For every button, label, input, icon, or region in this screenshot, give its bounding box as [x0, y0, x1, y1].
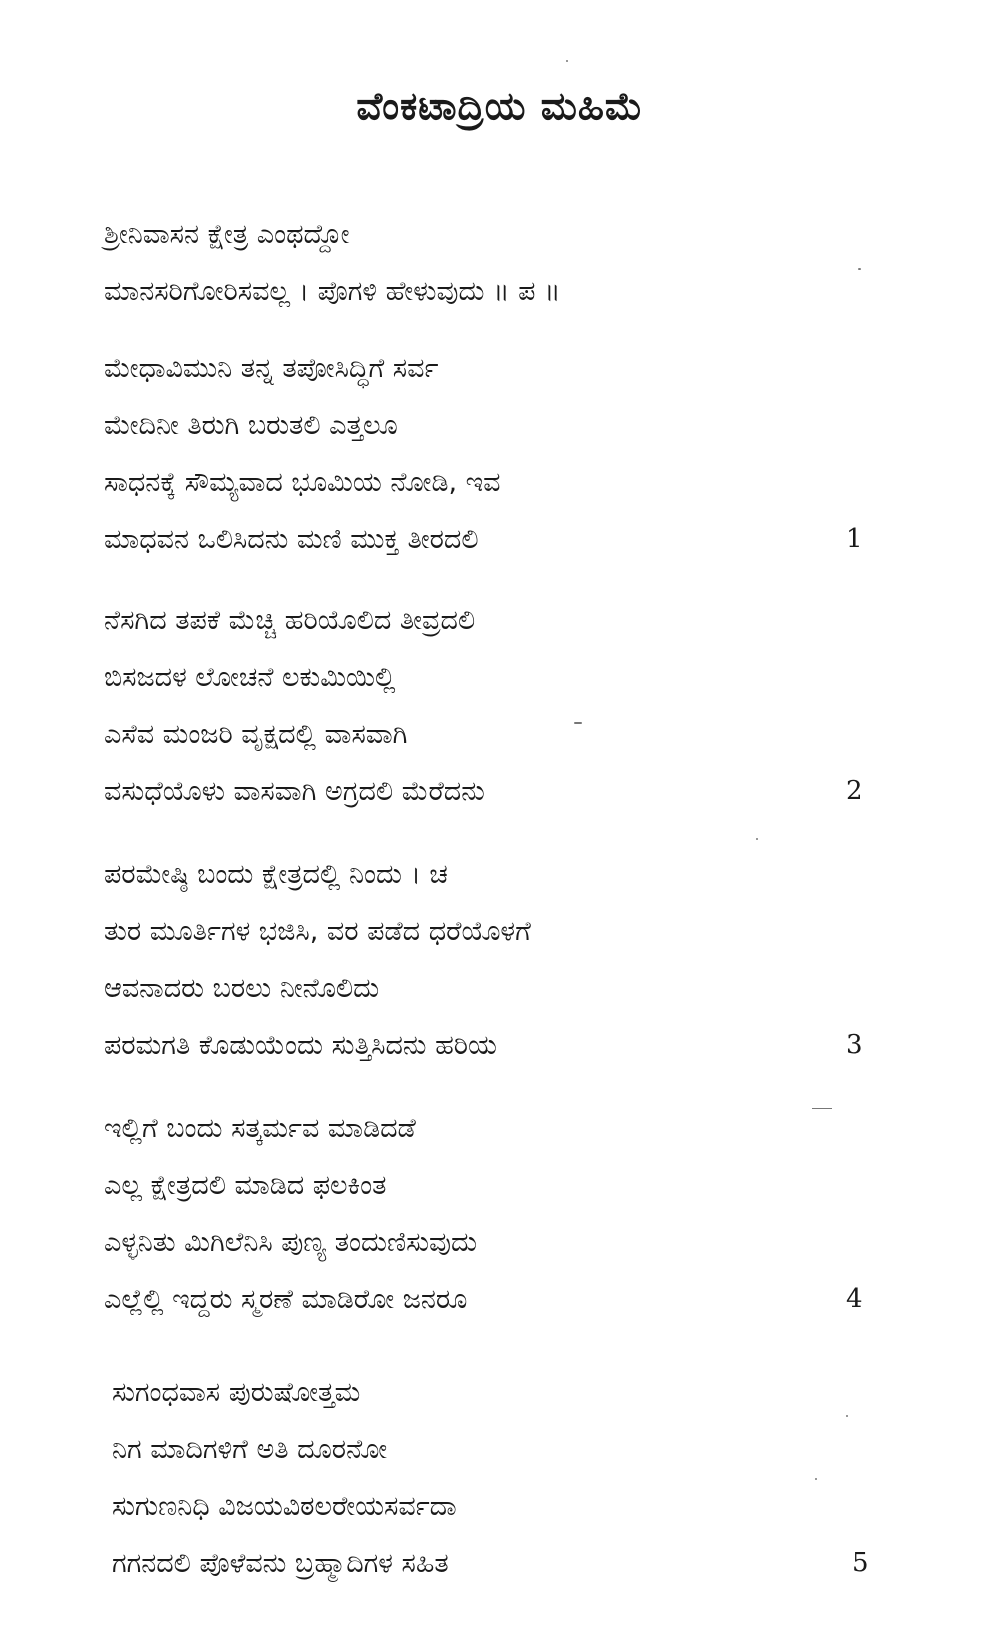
- stanza-line: ಮೇದಿನೀ ತಿರುಗಿ ಬರುತಲಿ ಎತ್ತಲೂ: [104, 410, 398, 441]
- page-title: ವೆಂಕಟಾದ್ರಿಯ ಮಹಿಮೆ: [356, 84, 644, 128]
- stanza-line: ಬಿಸಜದಳ ಲೋಚನೆ ಲಕುಮಿಯಿಲ್ಲಿ: [104, 662, 396, 693]
- pallavi-line: ಶ್ರೀನಿವಾಸನ ಕ್ಷೇತ್ರ ಎಂಥದ್ದೋ: [104, 219, 350, 250]
- stanza-line: ಮಾಧವನ ಒಲಿಸಿದನು ಮಣಿ ಮುಕ್ತ ತೀರದಲಿ: [104, 524, 479, 555]
- pallavi: [104, 206, 904, 320]
- scan-speck: [858, 268, 861, 270]
- stanza-line: ಮೇಧಾವಿಮುನಿ ತನ್ನ ತಪೋಸಿದ್ಧಿಗೆ ಸರ್ವ: [104, 353, 439, 384]
- stanza-line: ನಿಗ ಮಾದಿಗಳಿಗೆ ಅತಿ ದೂರನೋ: [112, 1434, 388, 1465]
- stanza-number: 5: [852, 1548, 869, 1578]
- scan-speck: [574, 722, 582, 724]
- stanza-line: ನೆಸಗಿದ ತಪಕೆ ಮೆಚ್ಚಿ ಹರಿಯೊಲಿದ ತೀವ್ರದಲಿ: [104, 605, 476, 636]
- scan-speck: [566, 60, 568, 62]
- stanza-number: 1: [846, 524, 863, 554]
- stanza-line: ಸುಗುಣನಿಧಿ ವಿಜಯವಿಠಲರೇಯಸರ್ವದಾ: [112, 1491, 457, 1522]
- stanza-line: ಗಗನದಲಿ ಪೊಳೆವನು ಬ್ರಹ್ಮಾದಿಗಳ ಸಹಿತ: [112, 1548, 449, 1579]
- stanza-2: [104, 592, 904, 820]
- scan-speck: [812, 1108, 832, 1109]
- stanza-line: ಸಾಧನಕ್ಕೆ ಸೌಮ್ಯವಾದ ಭೂಮಿಯ ನೋಡಿ, ಇವ: [104, 467, 501, 498]
- stanza-line: ಪರಮೇಷ್ಠಿ ಬಂದು ಕ್ಷೇತ್ರದಲ್ಲಿ ನಿಂದು । ಚ: [104, 859, 448, 890]
- scan-speck: [846, 1415, 848, 1417]
- stanza-line: ಇಲ್ಲಿಗೆ ಬಂದು ಸತ್ಕರ್ಮವ ಮಾಡಿದಡೆ: [104, 1113, 416, 1144]
- stanza-line: ಎಸೆವ ಮಂಜರಿ ವೃಕ್ಷದಲ್ಲಿ ವಾಸವಾಗಿ: [104, 719, 408, 750]
- stanza-line: ಎಲ್ಲೆಲ್ಲಿ ಇದ್ದರು ಸ್ಮರಣೆ ಮಾಡಿರೋ ಜನರೂ: [104, 1284, 468, 1315]
- pallavi-line: ಮಾನಸರಿಗೋರಿಸವಲ್ಲ । ಪೊಗಳಿ ಹೇಳುವುದು ॥ ಪ ॥: [104, 276, 561, 307]
- stanza-number: 4: [846, 1284, 863, 1314]
- stanza-line: ಎಳ್ಳನಿತು ಮಿಗಿಲೆನಿಸಿ ಪುಣ್ಯ ತಂದುಣಿಸುವುದು: [104, 1227, 478, 1258]
- scan-speck: [756, 838, 758, 840]
- scan-speck: [815, 1478, 817, 1480]
- stanza-line: ವಸುಧೆಯೊಳು ವಾಸವಾಗಿ ಅಗ್ರದಲಿ ಮೆರೆದನು: [104, 776, 485, 807]
- stanza-line: ಸುಗಂಧವಾಸ ಪುರುಷೋತ್ತಮ: [112, 1377, 361, 1408]
- stanza-line: ಆವನಾದರು ಬರಲು ನೀನೊಲಿದು: [104, 973, 380, 1004]
- stanza-line: ತುರ ಮೂರ್ತಿಗಳ ಭಜಿಸಿ, ವರ ಪಡೆದ ಧರೆಯೊಳಗೆ: [104, 916, 531, 947]
- stanza-1: [104, 340, 904, 568]
- stanza-line: ಪರಮಗತಿ ಕೊಡುಯೆಂದು ಸುತ್ತಿಸಿದನು ಹರಿಯ: [104, 1030, 497, 1061]
- stanza-number: 2: [846, 776, 863, 806]
- stanza-3: [104, 846, 904, 1074]
- stanza-4: [104, 1100, 904, 1328]
- stanza-line: ಎಲ್ಲ ಕ್ಷೇತ್ರದಲಿ ಮಾಡಿದ ಫಲಕಿಂತ: [104, 1170, 387, 1201]
- stanza-5: [112, 1364, 912, 1592]
- stanza-number: 3: [846, 1030, 863, 1060]
